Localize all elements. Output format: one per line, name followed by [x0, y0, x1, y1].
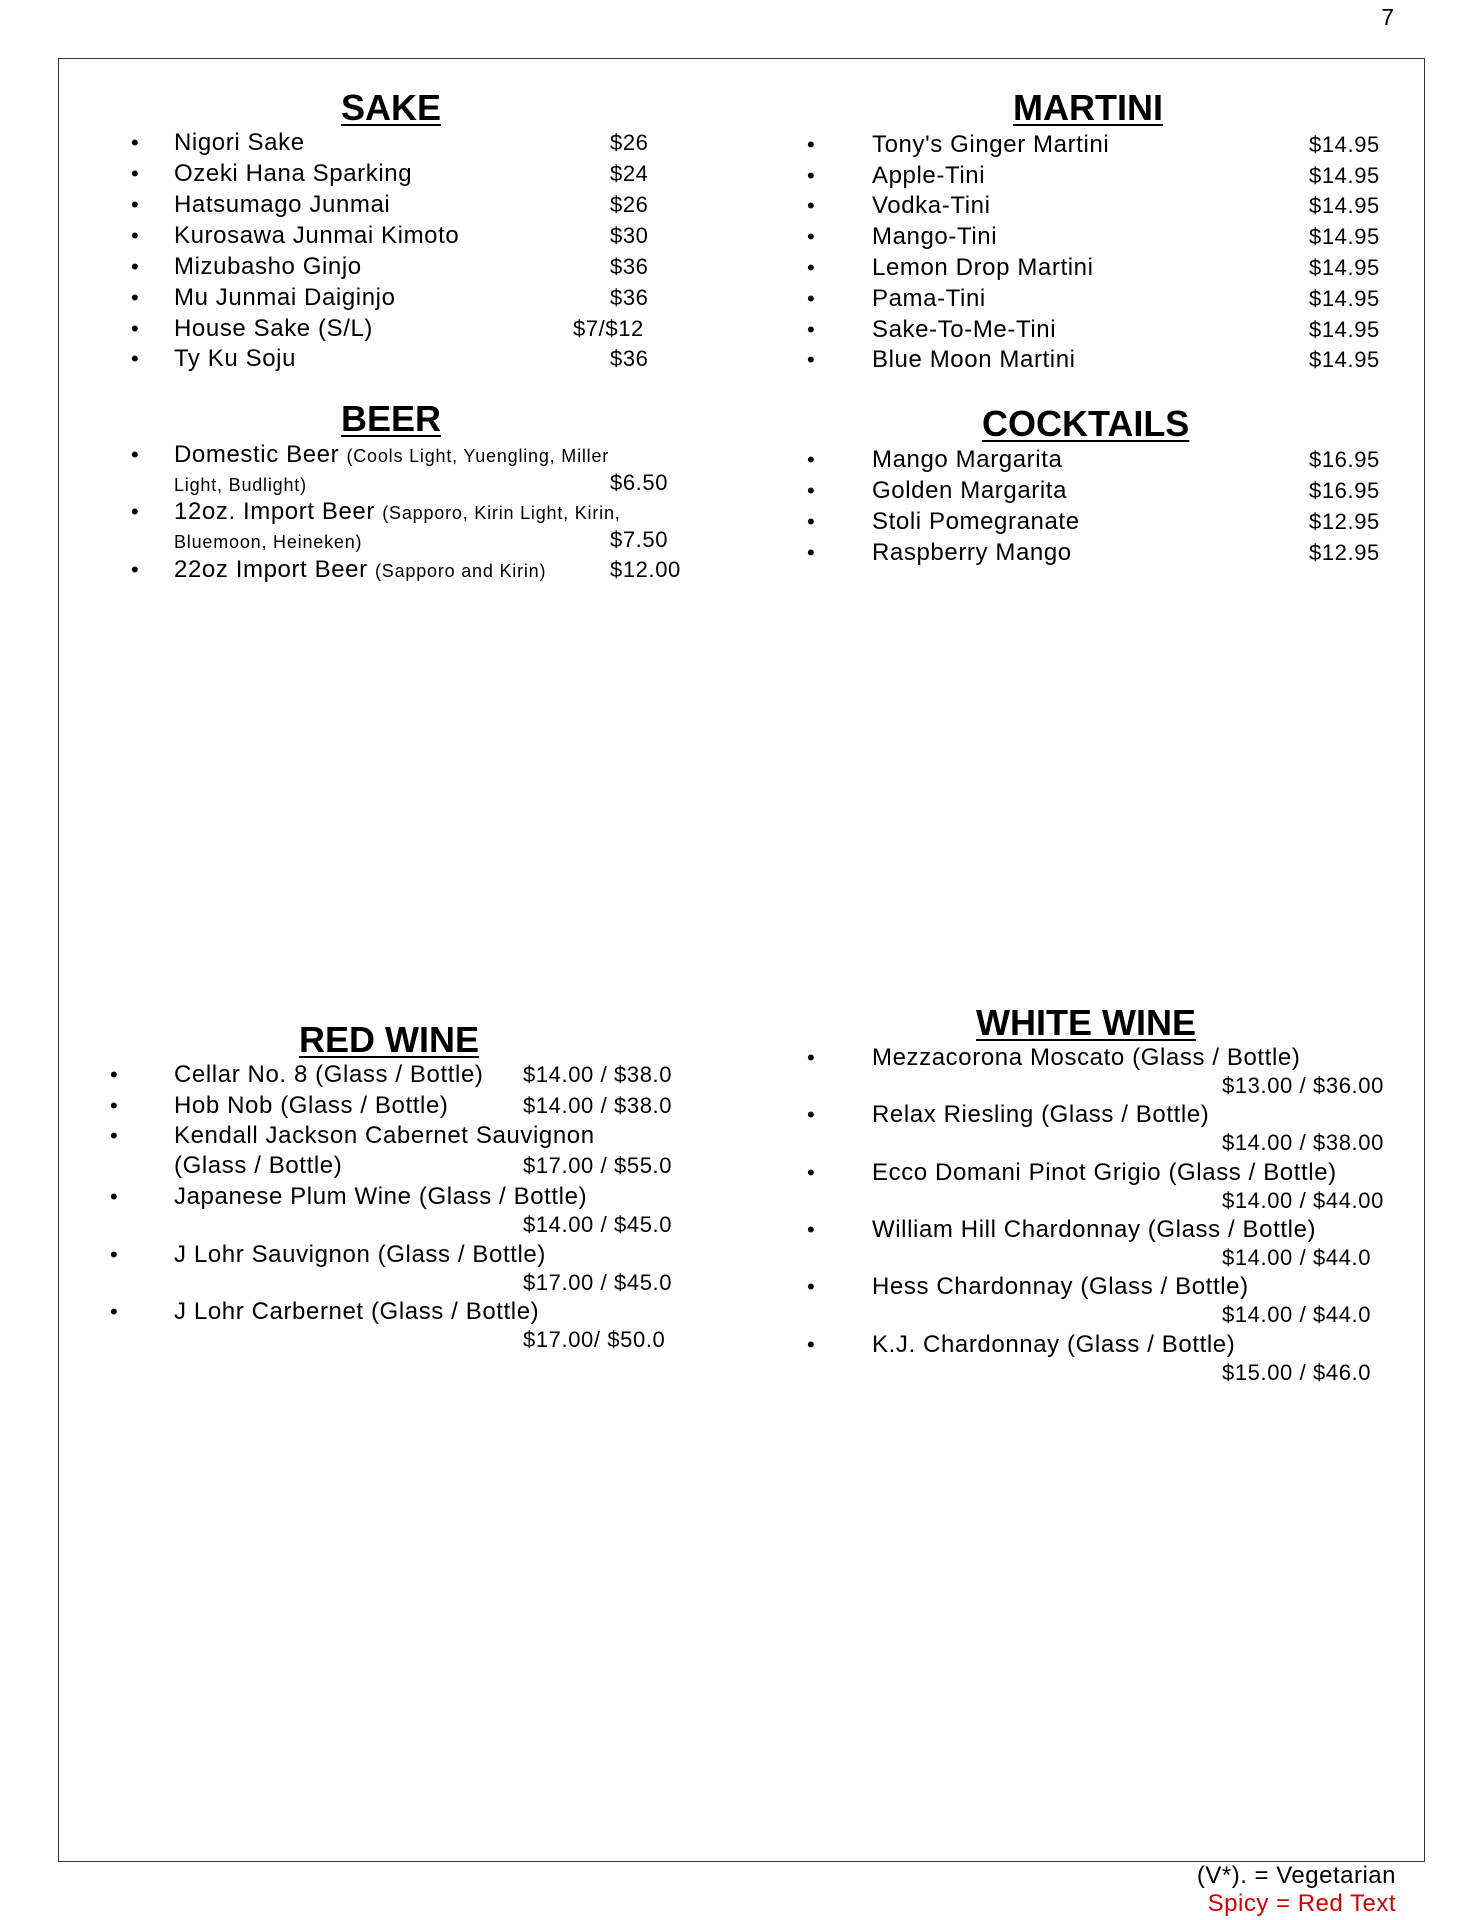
cocktail-item [742, 445, 1484, 475]
sake-item [0, 221, 742, 251]
sake-item [0, 159, 742, 189]
item-name: J Lohr Carbernet (Glass / Bottle) [174, 1298, 540, 1325]
bullet-icon: • [131, 499, 139, 524]
item-name: Pama-Tini [872, 285, 986, 312]
bullet-icon: • [110, 1093, 118, 1118]
bullet-icon: • [807, 255, 815, 280]
sake-item [0, 314, 742, 344]
bullet-icon: • [807, 286, 815, 311]
bullet-icon: • [807, 1160, 815, 1185]
bullet-icon: • [131, 442, 139, 467]
item-price: $7.50 [610, 527, 669, 552]
bullet-icon: • [131, 346, 139, 371]
item-price: $14.00 / $38.00 [1222, 1130, 1384, 1155]
item-price: $24 [610, 161, 649, 186]
item-name: Golden Margarita [872, 477, 1068, 504]
cocktail-item [742, 476, 1484, 506]
item-price: $14.95 [1309, 347, 1380, 372]
item-name: William Hill Chardonnay (Glass / Bottle) [872, 1216, 1317, 1243]
bullet-icon: • [131, 192, 139, 217]
item-name: 12oz. Import Beer [174, 498, 375, 525]
item-name: Ty Ku Soju [174, 345, 297, 372]
bullet-icon: • [131, 161, 139, 186]
item-name: Blue Moon Martini [872, 346, 1076, 373]
red-wine-item [0, 1182, 742, 1242]
item-price: $14.95 [1309, 193, 1380, 218]
item-price: $26 [610, 130, 649, 155]
white-wine-title: WHITE WINE [976, 1002, 1196, 1043]
vegetarian-legend: (V*). = Vegetarian [1196, 1862, 1396, 1889]
white-wine-section [742, 1000, 1484, 1400]
item-note: (Sapporo, Kirin Light, Kirin, [382, 503, 621, 523]
sake-item [0, 344, 742, 374]
bullet-icon: • [110, 1123, 118, 1148]
bullet-icon: • [110, 1062, 118, 1087]
item-note-continued: Light, Budlight) [174, 475, 307, 495]
item-name-continued: (Glass / Bottle) [174, 1152, 343, 1179]
item-price: $14.00 / $45.0 [523, 1212, 673, 1237]
red-wine-title: RED WINE [299, 1019, 479, 1060]
item-price: $13.00 / $36.00 [1222, 1073, 1384, 1098]
item-name: Tony's Ginger Martini [872, 131, 1110, 158]
item-name: Hob Nob (Glass / Bottle) [174, 1092, 449, 1119]
beer-title: BEER [341, 398, 442, 439]
item-price: $17.00 / $45.0 [523, 1270, 673, 1295]
bullet-icon: • [110, 1242, 118, 1267]
red-wine-section [0, 1000, 742, 1400]
item-price: $14.95 [1309, 132, 1380, 157]
item-note-continued: Bluemoon, Heineken) [174, 532, 363, 552]
item-name: 22oz Import Beer [174, 556, 368, 583]
martini-item [742, 222, 1484, 252]
item-price: $7/$12 [573, 316, 644, 341]
item-name: Japanese Plum Wine (Glass / Bottle) [174, 1183, 588, 1210]
item-name: Stoli Pomegranate [872, 508, 1080, 535]
bullet-icon: • [807, 509, 815, 534]
sake-item [0, 128, 742, 158]
martini-item [742, 284, 1484, 314]
bullet-icon: • [110, 1299, 118, 1324]
item-name: Hatsumago Junmai [174, 191, 391, 218]
bullet-icon: • [131, 223, 139, 248]
bullet-icon: • [807, 1045, 815, 1070]
spicy-legend: Spicy = Red Text [1207, 1890, 1396, 1917]
martini-item [742, 191, 1484, 221]
item-price: $12.95 [1309, 509, 1380, 534]
item-price: $14.95 [1309, 224, 1380, 249]
sake-title: SAKE [341, 87, 442, 128]
item-name: K.J. Chardonnay (Glass / Bottle) [872, 1331, 1236, 1358]
bullet-icon: • [131, 316, 139, 341]
bullet-icon: • [807, 447, 815, 472]
item-name: Nigori Sake [174, 129, 305, 156]
bullet-icon: • [807, 540, 815, 565]
item-name: Relax Riesling (Glass / Bottle) [872, 1101, 1210, 1128]
item-name: Cellar No. 8 (Glass / Bottle) [174, 1061, 484, 1088]
item-price: $14.00 / $44.0 [1222, 1245, 1372, 1270]
item-name: Kendall Jackson Cabernet Sauvignon [174, 1122, 595, 1149]
martini-item [742, 161, 1484, 191]
item-note: (Cools Light, Yuengling, Miller [346, 446, 610, 466]
bullet-icon: • [131, 285, 139, 310]
red-wine-item [0, 1297, 742, 1357]
item-price: $14.00 / $44.00 [1222, 1188, 1384, 1213]
bullet-icon: • [807, 1102, 815, 1127]
beer-item [0, 497, 742, 557]
white-wine-item [742, 1272, 1484, 1332]
cocktails-section [742, 380, 1484, 600]
item-price: $14.00 / $38.0 [523, 1062, 673, 1087]
item-price: $14.95 [1309, 317, 1380, 342]
white-wine-item [742, 1330, 1484, 1390]
bullet-icon: • [807, 478, 815, 503]
bullet-icon: • [807, 132, 815, 157]
bullet-icon: • [807, 224, 815, 249]
item-name: Kurosawa Junmai Kimoto [174, 222, 460, 249]
bullet-icon: • [807, 317, 815, 342]
item-name: Domestic Beer [174, 441, 340, 468]
item-name: Hess Chardonnay (Glass / Bottle) [872, 1273, 1249, 1300]
sake-item [0, 252, 742, 282]
item-price: $17.00 / $55.0 [523, 1153, 673, 1178]
item-price: $14.00 / $38.0 [523, 1093, 673, 1118]
cocktail-item [742, 538, 1484, 568]
red-wine-item [0, 1240, 742, 1300]
red-wine-item [0, 1060, 742, 1090]
page-number: 7 [1381, 4, 1394, 30]
item-price: $17.00/ $50.0 [523, 1327, 666, 1352]
bullet-icon: • [131, 254, 139, 279]
item-price: $15.00 / $46.0 [1222, 1360, 1372, 1385]
item-price: $36 [610, 285, 649, 310]
bullet-icon: • [131, 557, 139, 582]
item-name: Mango Margarita [872, 446, 1063, 473]
sake-section [0, 0, 742, 380]
white-wine-item [742, 1215, 1484, 1275]
martini-item [742, 345, 1484, 375]
bullet-icon: • [807, 1274, 815, 1299]
red-wine-item [0, 1091, 742, 1121]
martini-section [742, 0, 1484, 380]
white-wine-item [742, 1043, 1484, 1103]
item-price: $12.00 [610, 557, 681, 582]
item-price: $16.95 [1309, 447, 1380, 472]
beer-item [0, 555, 742, 585]
item-name: Sake-To-Me-Tini [872, 316, 1057, 343]
item-price: $14.95 [1309, 286, 1380, 311]
item-name: Mango-Tini [872, 223, 998, 250]
item-note: (Sapporo and Kirin) [374, 561, 547, 581]
item-name: Ecco Domani Pinot Grigio (Glass / Bottle) [872, 1159, 1337, 1186]
item-name: House Sake (S/L) [174, 315, 374, 342]
item-price: $14.95 [1309, 163, 1380, 188]
martini-item [742, 130, 1484, 160]
bullet-icon: • [131, 130, 139, 155]
item-price: $36 [610, 254, 649, 279]
bullet-icon: • [807, 193, 815, 218]
martini-title: MARTINI [1013, 87, 1163, 128]
item-name: Vodka-Tini [872, 192, 991, 219]
sake-item [0, 190, 742, 220]
item-name: Mezzacorona Moscato (Glass / Bottle) [872, 1044, 1301, 1071]
item-price: $14.00 / $44.0 [1222, 1302, 1372, 1327]
white-wine-item [742, 1158, 1484, 1218]
item-price: $26 [610, 192, 649, 217]
item-price: $14.95 [1309, 255, 1380, 280]
item-price: $6.50 [610, 470, 669, 495]
item-name: Mu Junmai Daiginjo [174, 284, 396, 311]
bullet-icon: • [807, 1332, 815, 1357]
beer-section [0, 380, 742, 600]
red-wine-item [0, 1121, 742, 1181]
item-name: Apple-Tini [872, 162, 986, 189]
cocktails-title: COCKTAILS [982, 403, 1190, 444]
bullet-icon: • [110, 1184, 118, 1209]
martini-item [742, 253, 1484, 283]
sake-item [0, 283, 742, 313]
white-wine-item [742, 1100, 1484, 1160]
item-price: $12.95 [1309, 540, 1380, 565]
beer-item [0, 440, 742, 500]
bullet-icon: • [807, 1217, 815, 1242]
item-name: J Lohr Sauvignon (Glass / Bottle) [174, 1241, 546, 1268]
item-name: Mizubasho Ginjo [174, 253, 362, 280]
item-price: $36 [610, 346, 649, 371]
bullet-icon: • [807, 347, 815, 372]
item-price: $30 [610, 223, 649, 248]
item-name: Lemon Drop Martini [872, 254, 1094, 281]
item-name: Ozeki Hana Sparking [174, 160, 413, 187]
bullet-icon: • [807, 163, 815, 188]
item-price: $16.95 [1309, 478, 1380, 503]
martini-item [742, 315, 1484, 345]
cocktail-item [742, 507, 1484, 537]
item-name: Raspberry Mango [872, 539, 1072, 566]
